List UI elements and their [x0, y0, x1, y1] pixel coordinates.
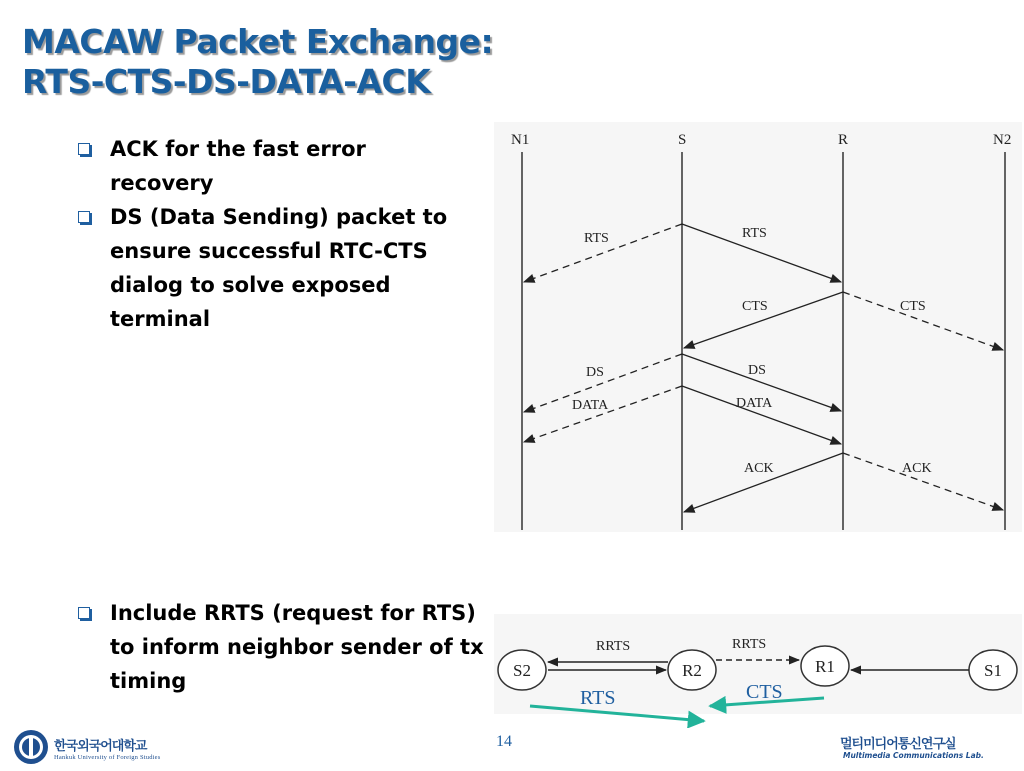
label-rrts-right: RRTS	[732, 637, 767, 652]
node-label-r2: R2	[682, 661, 702, 680]
label-rrts-left: RRTS	[596, 639, 631, 654]
label-data-r: DATA	[736, 396, 773, 411]
page-number: 14	[496, 733, 512, 750]
annotation-label-cts: CTS	[746, 681, 783, 703]
bullet-box-icon	[78, 211, 90, 223]
node-label-s: S	[678, 132, 687, 148]
label-ds-r: DS	[748, 363, 766, 378]
rrts-diagram	[494, 614, 1022, 728]
label-rts-r: RTS	[742, 226, 767, 241]
lab-name-en: Multimedia Communications Lab.	[843, 751, 984, 760]
title-line-1: MACAW Packet Exchange:	[22, 22, 494, 61]
node-label-r1: R1	[815, 657, 835, 676]
university-logo	[12, 728, 50, 771]
label-cts-s: CTS	[742, 299, 768, 314]
bullet-item	[74, 596, 494, 698]
timing-diagram	[494, 122, 1022, 532]
university-name-en: Hankuk University of Foreign Studies	[54, 754, 161, 761]
bullet-list-bottom	[74, 596, 494, 698]
bullet-item	[74, 132, 494, 200]
label-rts-n1: RTS	[584, 231, 609, 246]
bullet-item	[74, 200, 494, 336]
lab-name-ko: 멀티미디어통신연구실	[840, 737, 956, 752]
bullet-text: DS (Data Sending) packet to ensure successful RTC-CTS dialog to solve exposed terminal	[110, 205, 448, 331]
university-name-ko: 한국외국어대학교	[54, 739, 147, 754]
university-emblem-icon	[12, 728, 50, 766]
annotation-label-rts: RTS	[580, 687, 616, 709]
node-label-n1: N1	[511, 132, 530, 148]
slide-title	[22, 22, 642, 102]
title-line-2: RTS-CTS-DS-DATA-ACK	[22, 62, 431, 101]
label-ack-n2: ACK	[902, 461, 932, 476]
node-label-r: R	[838, 132, 849, 148]
bullet-text: Include RRTS (request for RTS) to inform neighbor sender of tx timing	[110, 601, 484, 693]
label-ds-n1: DS	[586, 365, 604, 380]
label-cts-n2: CTS	[900, 299, 926, 314]
bullet-box-icon	[78, 607, 90, 619]
bullet-list-top	[74, 132, 494, 336]
label-data-n1: DATA	[572, 398, 609, 413]
label-ack-s: ACK	[744, 461, 774, 476]
node-label-s1: S1	[984, 661, 1002, 680]
node-label-s2: S2	[513, 661, 531, 680]
node-label-n2: N2	[993, 132, 1012, 148]
bullet-box-icon	[78, 143, 90, 155]
bullet-text: ACK for the fast error recovery	[110, 137, 366, 195]
